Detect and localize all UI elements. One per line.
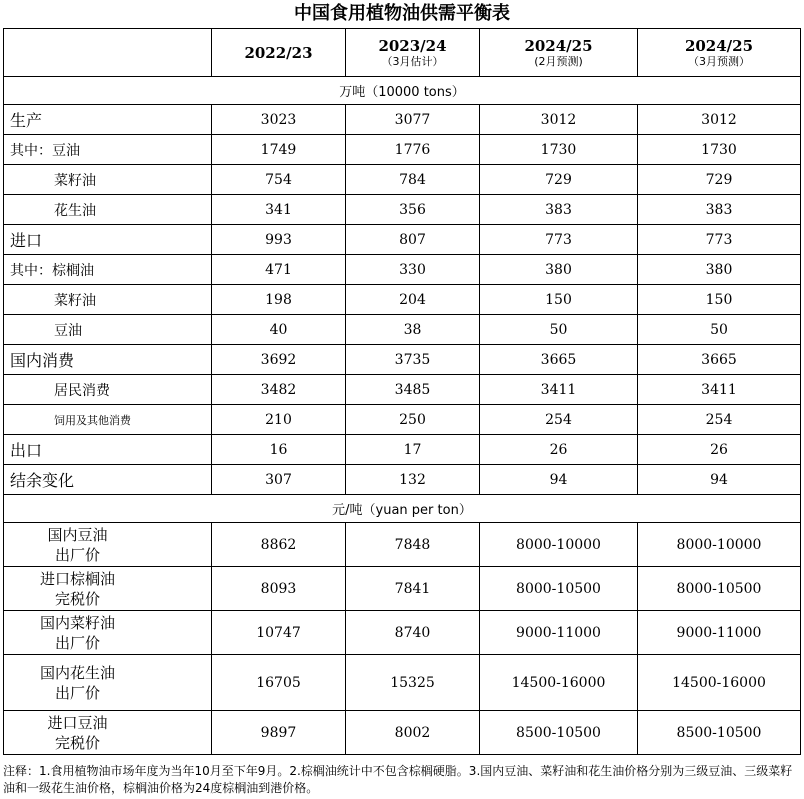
table-row: [4, 105, 801, 135]
price-row: [4, 711, 801, 755]
row-label: 居民消费: [4, 375, 212, 405]
price-value-cell: 8862: [212, 523, 346, 567]
row-label: 饲用及其他消费: [4, 405, 212, 435]
value-cell: 38: [346, 315, 480, 345]
row-label: 出口: [4, 435, 212, 465]
value-cell: 356: [346, 195, 480, 225]
row-label: 其中：豆油: [4, 135, 212, 165]
price-label: [4, 611, 212, 655]
price-value-cell: 8000-10000: [480, 523, 638, 567]
price-type: 出厂价: [54, 633, 100, 652]
price-value-cell: 7848: [346, 523, 480, 567]
header-year: 2024/25: [524, 36, 593, 55]
value-cell: 150: [480, 285, 638, 315]
price-value-cell: 9000-11000: [638, 611, 801, 655]
table-row: [4, 345, 801, 375]
price-value-cell: 14500-16000: [480, 655, 638, 711]
value-cell: 3482: [212, 375, 346, 405]
unit-row-volume: [4, 77, 801, 105]
price-type: 完税价: [54, 589, 100, 608]
table-row: [4, 255, 801, 285]
price-value-cell: 7841: [346, 567, 480, 611]
value-cell: 150: [638, 285, 801, 315]
header-row: [4, 29, 801, 77]
value-cell: 250: [346, 405, 480, 435]
value-cell: 3735: [346, 345, 480, 375]
header-note: （3月估计）: [381, 54, 444, 68]
price-row: [4, 655, 801, 711]
value-cell: 341: [212, 195, 346, 225]
price-product: 国内菜籽油: [39, 613, 115, 632]
value-cell: 50: [638, 315, 801, 345]
value-cell: 3012: [638, 105, 801, 135]
footnote: 注释：1.食用植物油市场年度为当年10月至下年9月。2.棕榈油统计中不包含棕榈硬脂。3.国内豆油、菜籽油和花生油价格分别为三级豆油、三级菜籽油和一级花生油价格，棕榈油价格为24度棕榈油到港价格。: [3, 764, 793, 795]
header-col-1: [212, 29, 346, 77]
unit-row-price: [4, 495, 801, 523]
value-cell: 26: [638, 435, 801, 465]
row-label: 结余变化: [4, 465, 212, 495]
price-row: [4, 567, 801, 611]
price-value-cell: 9000-11000: [480, 611, 638, 655]
value-cell: 773: [480, 225, 638, 255]
table-row: [4, 465, 801, 495]
value-cell: 210: [212, 405, 346, 435]
header-year: 2023/24: [378, 36, 447, 55]
price-value-cell: 14500-16000: [638, 655, 801, 711]
value-cell: 26: [480, 435, 638, 465]
row-label: 豆油: [4, 315, 212, 345]
table-row: [4, 405, 801, 435]
value-cell: 807: [346, 225, 480, 255]
row-label: 国内消费: [4, 345, 212, 375]
unit-label-price: 元/吨（yuan per ton）: [4, 495, 801, 523]
value-cell: 1776: [346, 135, 480, 165]
value-cell: 471: [212, 255, 346, 285]
header-blank-cell: [4, 29, 212, 77]
value-cell: 94: [638, 465, 801, 495]
value-cell: 94: [480, 465, 638, 495]
value-cell: 3411: [638, 375, 801, 405]
value-cell: 729: [638, 165, 801, 195]
price-value-cell: 9897: [212, 711, 346, 755]
value-cell: 1730: [480, 135, 638, 165]
value-cell: 754: [212, 165, 346, 195]
price-label: [4, 711, 212, 755]
price-value-cell: 16705: [212, 655, 346, 711]
price-row: [4, 611, 801, 655]
header-year: 2022/23: [244, 43, 313, 62]
value-cell: 50: [480, 315, 638, 345]
value-cell: 3023: [212, 105, 346, 135]
row-label: 菜籽油: [4, 285, 212, 315]
price-value-cell: 8740: [346, 611, 480, 655]
row-label: 花生油: [4, 195, 212, 225]
value-cell: 729: [480, 165, 638, 195]
price-value-cell: 15325: [346, 655, 480, 711]
value-cell: 17: [346, 435, 480, 465]
value-cell: 254: [638, 405, 801, 435]
value-cell: 3665: [638, 345, 801, 375]
header-col-4: [638, 29, 801, 77]
row-label: 生产: [4, 105, 212, 135]
price-value-cell: 10747: [212, 611, 346, 655]
value-cell: 16: [212, 435, 346, 465]
price-value-cell: 8000-10500: [638, 567, 801, 611]
value-cell: 1730: [638, 135, 801, 165]
value-cell: 1749: [212, 135, 346, 165]
price-product: 进口棕榈油: [39, 569, 115, 588]
row-label: 其中：棕榈油: [4, 255, 212, 285]
table-row: [4, 285, 801, 315]
table-row: [4, 195, 801, 225]
value-cell: 380: [638, 255, 801, 285]
value-cell: 198: [212, 285, 346, 315]
value-cell: 330: [346, 255, 480, 285]
price-type: 出厂价: [54, 683, 100, 702]
value-cell: 784: [346, 165, 480, 195]
value-cell: 254: [480, 405, 638, 435]
price-label: [4, 567, 212, 611]
header-year: 2024/25: [684, 36, 754, 55]
value-cell: 132: [346, 465, 480, 495]
header-col-3: [480, 29, 638, 77]
value-cell: 380: [480, 255, 638, 285]
price-value-cell: 8000-10500: [480, 567, 638, 611]
price-product: 国内花生油: [39, 663, 115, 682]
price-row: [4, 523, 801, 567]
value-cell: 204: [346, 285, 480, 315]
value-cell: 3692: [212, 345, 346, 375]
value-cell: 40: [212, 315, 346, 345]
value-cell: 773: [638, 225, 801, 255]
value-cell: 3665: [480, 345, 638, 375]
value-cell: 3411: [480, 375, 638, 405]
price-value-cell: 8002: [346, 711, 480, 755]
row-label: 进口: [4, 225, 212, 255]
price-label: [4, 655, 212, 711]
price-product: 国内豆油: [47, 525, 108, 544]
price-value-cell: 8000-10000: [638, 523, 801, 567]
value-cell: 383: [638, 195, 801, 225]
price-value-cell: 8500-10500: [638, 711, 801, 755]
price-value-cell: 8093: [212, 567, 346, 611]
value-cell: 3485: [346, 375, 480, 405]
price-product: 进口豆油: [47, 713, 108, 732]
balance-table: [3, 28, 801, 755]
value-cell: 3077: [346, 105, 480, 135]
table-row: [4, 435, 801, 465]
value-cell: 3012: [480, 105, 638, 135]
value-cell: 993: [212, 225, 346, 255]
header-note: (2月预测): [534, 54, 583, 68]
header-note: （3月预测）: [688, 54, 750, 68]
row-label: 菜籽油: [4, 165, 212, 195]
price-value-cell: 8500-10500: [480, 711, 638, 755]
value-cell: 307: [212, 465, 346, 495]
unit-label-volume: 万吨（10000 tons）: [4, 77, 801, 105]
table-row: [4, 135, 801, 165]
value-cell: 383: [480, 195, 638, 225]
table-title: 中国食用植物油供需平衡表: [294, 3, 510, 24]
price-label: [4, 523, 212, 567]
table-row: [4, 225, 801, 255]
table-row: [4, 165, 801, 195]
table-row: [4, 375, 801, 405]
table-row: [4, 315, 801, 345]
header-col-2: [346, 29, 480, 77]
table-body: [4, 29, 801, 755]
price-type: 出厂价: [54, 545, 100, 564]
price-type: 完税价: [54, 733, 100, 752]
